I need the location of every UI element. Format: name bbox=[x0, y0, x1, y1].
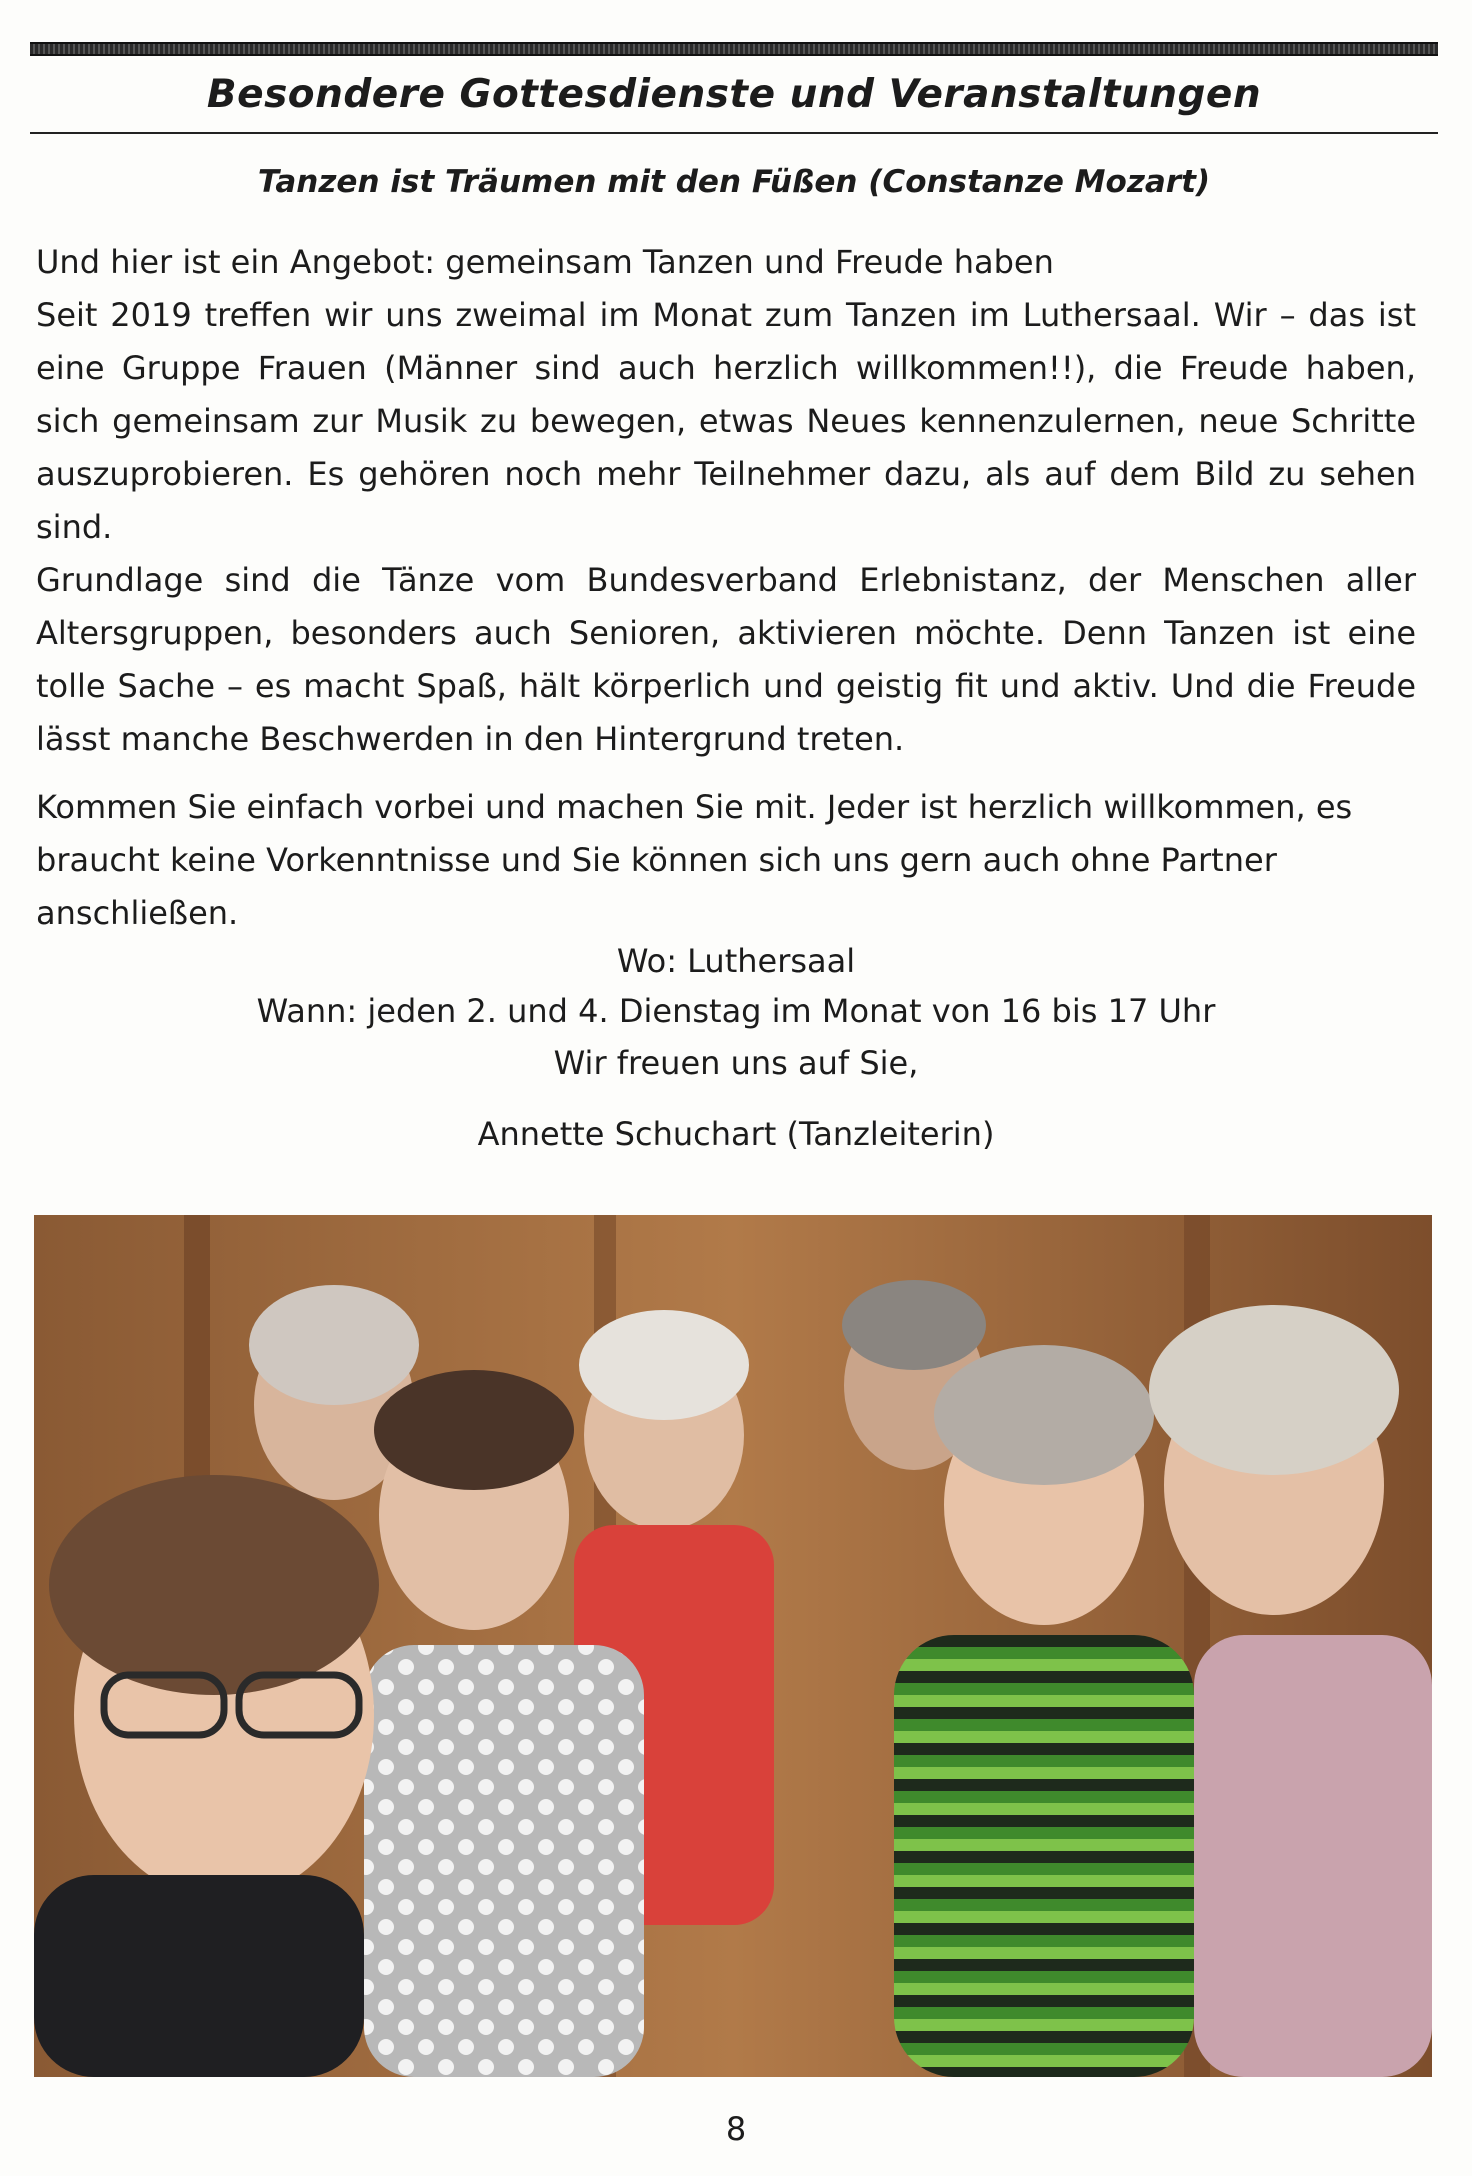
article-paragraph: Grundlage sind die Tänze vom Bundesverband Erlebnistanz, der Menschen aller Altersgruppen, besonders auch Senioren, aktivieren möchte. Denn Tanzen ist eine tolle Sache – es macht Spaß, hält körperlich und geistig fit und aktiv. Und die Freude lässt manche Beschwerden in den Hintergrund treten. bbox=[36, 561, 1416, 758]
article-paragraph: Seit 2019 treffen wir uns zweimal im Monat zum Tanzen im Luthersaal. Wir – das ist eine Gruppe Frauen (Männer sind auch herzlich willkommen!!), die Freude haben, sich gemeinsam zur Musik zu bewegen, etwas Neues kennenzulernen, neue Schritte auszuprobieren. Es gehören noch mehr Teilnehmer dazu, als auf dem Bild zu sehen sind. bbox=[36, 296, 1416, 546]
article-body-invitation bbox=[36, 781, 1416, 940]
closing-greeting: Wir freuen uns auf Sie, bbox=[553, 1044, 919, 1082]
article-body-intro bbox=[36, 236, 1416, 766]
author-signature: Annette Schuchart (Tanzleiterin) bbox=[477, 1115, 995, 1153]
heading-underline bbox=[30, 132, 1438, 134]
top-decorative-rule bbox=[30, 42, 1438, 56]
group-photo bbox=[34, 1215, 1432, 2077]
event-location: Wo: Luthersaal bbox=[616, 942, 856, 980]
event-time: Wann: jeden 2. und 4. Dienstag im Monat von 16 bis 17 Uhr bbox=[256, 992, 1216, 1030]
article-title: Tanzen ist Träumen mit den Füßen (Constanze Mozart) bbox=[257, 164, 1211, 200]
article-lead: Und hier ist ein Angebot: gemeinsam Tanzen und Freude haben bbox=[36, 243, 1054, 281]
article-paragraph: Kommen Sie einfach vorbei und machen Sie mit. Jeder ist herzlich willkommen, es braucht keine Vorkenntnisse und Sie können sich uns gern auch ohne Partner anschließen. bbox=[36, 788, 1353, 932]
page-number: 8 bbox=[725, 2110, 747, 2148]
section-heading: Besondere Gottesdienste und Veranstaltungen bbox=[206, 72, 1262, 117]
group-photo-illustration bbox=[34, 1215, 1432, 2077]
